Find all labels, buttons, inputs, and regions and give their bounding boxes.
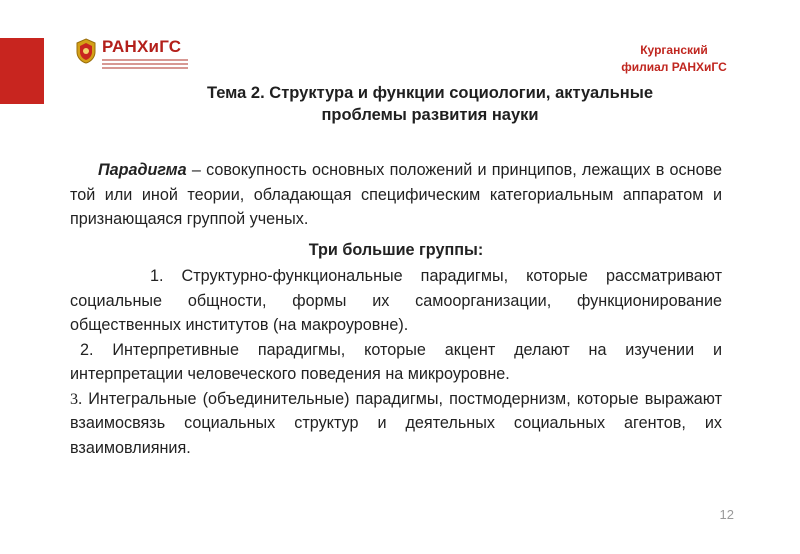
groups-heading: Три большие группы: (308, 240, 484, 259)
title-line-2: проблемы развития науки (321, 106, 539, 124)
slide-title (120, 82, 740, 126)
definition-term: Парадигма (98, 161, 187, 179)
list-item (70, 338, 722, 387)
branch-line-2: филиал РАНХиГС (621, 60, 727, 74)
title-line-1: Тема 2. Структура и функции социологии, актуальные (206, 84, 654, 102)
definition-text: – совокупность основных положений и принципов, лежащих в основе той или иной теории, обладающая специфическим категориальным аппаратом и признающаяся группой ученых. (70, 161, 722, 228)
list-item (70, 387, 722, 461)
slide-body (70, 158, 722, 460)
page-number: 12 (719, 507, 734, 522)
item-number: 2. (80, 340, 94, 359)
logo-subtitle-lines (102, 57, 188, 69)
logo-name: РАНХиГС (102, 37, 182, 56)
item-number: 1. (150, 267, 164, 285)
definition-paragraph (70, 158, 722, 232)
item-text: Интерпретивные парадигмы, которые акцент делают на изучении и интерпретации человеческого поведения на микроуровне. (70, 340, 722, 383)
item-text: Структурно-функциональные парадигмы, которые рассматривают социальные общности, формы их самоорганизации, функционирование общественных институтов (на макроуровне). (70, 267, 722, 334)
item-number: 3. (70, 389, 83, 408)
branch-label (614, 42, 734, 76)
list-item (70, 264, 722, 338)
item-text: Интегральные (объединительные) парадигмы, постмодернизм, которые выражают взаимосвязь социальных структур и деятельных социальных агентов, их взаимовлияния. (70, 389, 722, 457)
accent-bar (0, 38, 44, 104)
emblem-icon (74, 38, 98, 64)
logo (74, 38, 188, 68)
branch-line-1: Курганский (640, 43, 708, 57)
